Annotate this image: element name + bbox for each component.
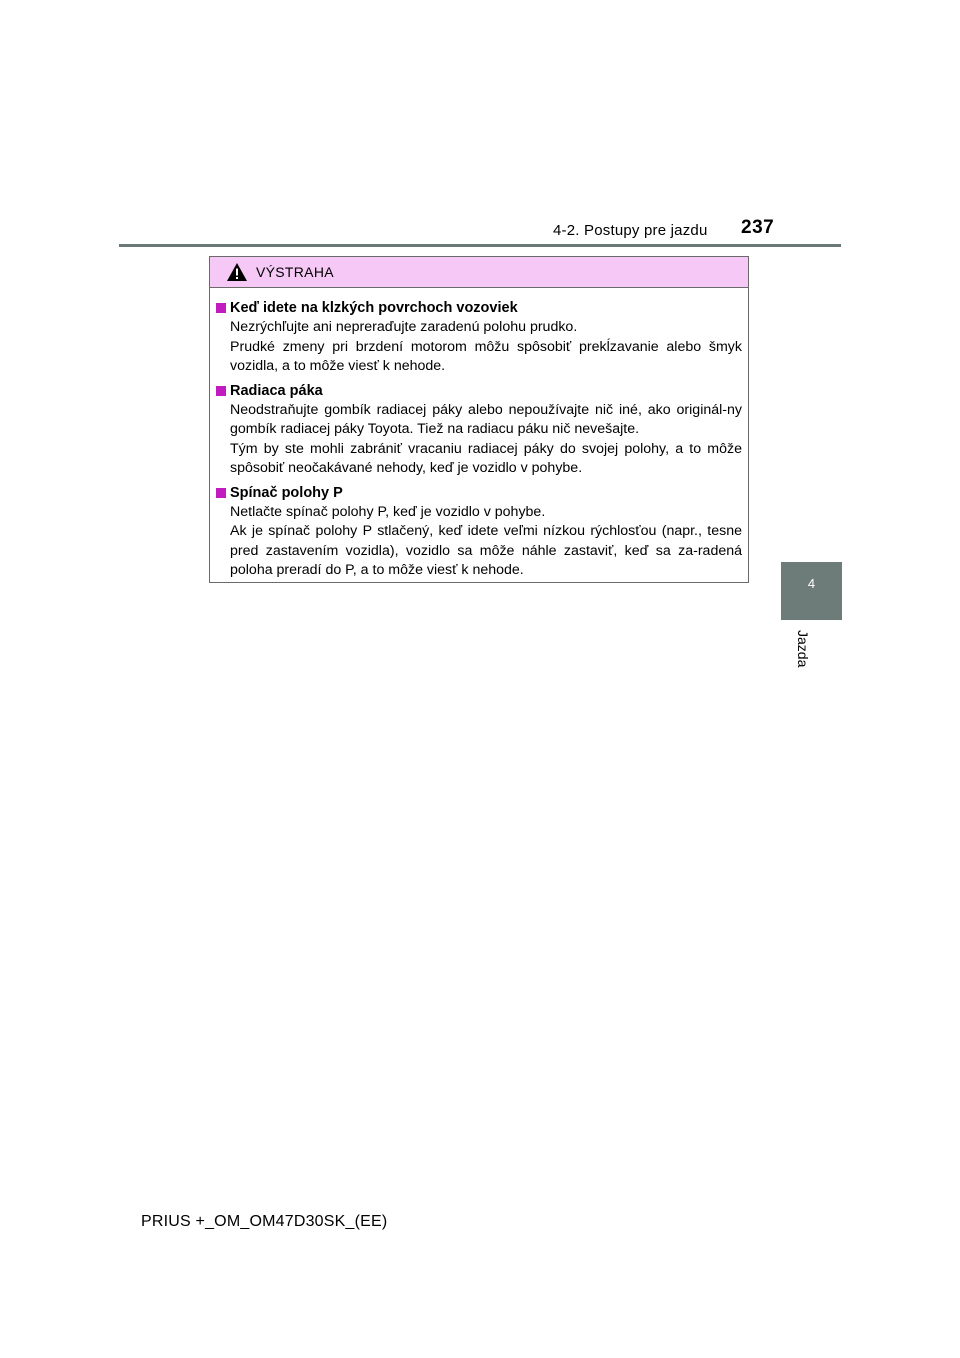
item-heading-text: Spínač polohy P [230, 484, 343, 501]
warning-title: VÝSTRAHA [256, 264, 334, 280]
warning-box [209, 256, 749, 583]
item-heading [216, 483, 742, 503]
item-heading-text: Keď idete na klzkých povrchoch vozoviek [230, 300, 518, 316]
item-text [230, 318, 742, 377]
header-divider [119, 244, 841, 247]
item-paragraph: Tým by ste mohli zabrániť vracaniu radiacej páky do svojej polohy, a to môže spôsobiť neočakávané nehody, keď je vozidlo v pohybe. [230, 440, 742, 476]
item-heading [216, 381, 742, 401]
bullet-square-icon [216, 386, 226, 396]
item-paragraph: Neodstraňujte gombík radiacej páky alebo nepoužívajte nič iné, ako originál-ny gombík radiacej páky Toyota. Tiež na radiacu páku nič nevešajte. [230, 401, 742, 437]
item-paragraph: Nezrýchľujte ani nepreraďujte zaradenú polohu prudko. [230, 319, 578, 335]
document-code: PRIUS +_OM_OM47D30SK_(EE) [141, 1213, 388, 1230]
chapter-number: 4 [807, 576, 816, 591]
bullet-square-icon [216, 303, 226, 313]
warning-body [210, 288, 748, 581]
warning-item [216, 381, 742, 479]
warning-item [216, 483, 742, 581]
warning-item [216, 298, 742, 377]
item-text [230, 401, 742, 479]
bullet-square-icon [216, 488, 226, 498]
chapter-label: Jazda [795, 630, 811, 668]
item-paragraph: Ak je spínač polohy P stlačený, keď idete veľmi nízkou rýchlosťou (napr., tesne pred zastavením vozidla), vozidlo sa môže náhle zastaviť, keď sa za-radená poloha preradí do P, a to môže viesť k nehode. [230, 523, 742, 578]
item-paragraph: Netlačte spínač polohy P, keď je vozidlo v pohybe. [230, 503, 546, 520]
chapter-tab [781, 562, 842, 620]
warning-header [210, 257, 748, 288]
item-heading [216, 298, 742, 318]
warning-triangle-icon [226, 262, 248, 282]
item-paragraph: Prudké zmeny pri brzdení motorom môžu spôsobiť prekĺzavanie alebo šmyk vozidla, a to môže viesť k nehode. [230, 338, 742, 374]
item-heading-text: Radiaca páka [230, 382, 323, 399]
section-title: 4-2. Postupy pre jazdu [553, 222, 708, 239]
page-number: 237 [741, 217, 775, 238]
item-text [230, 503, 742, 581]
